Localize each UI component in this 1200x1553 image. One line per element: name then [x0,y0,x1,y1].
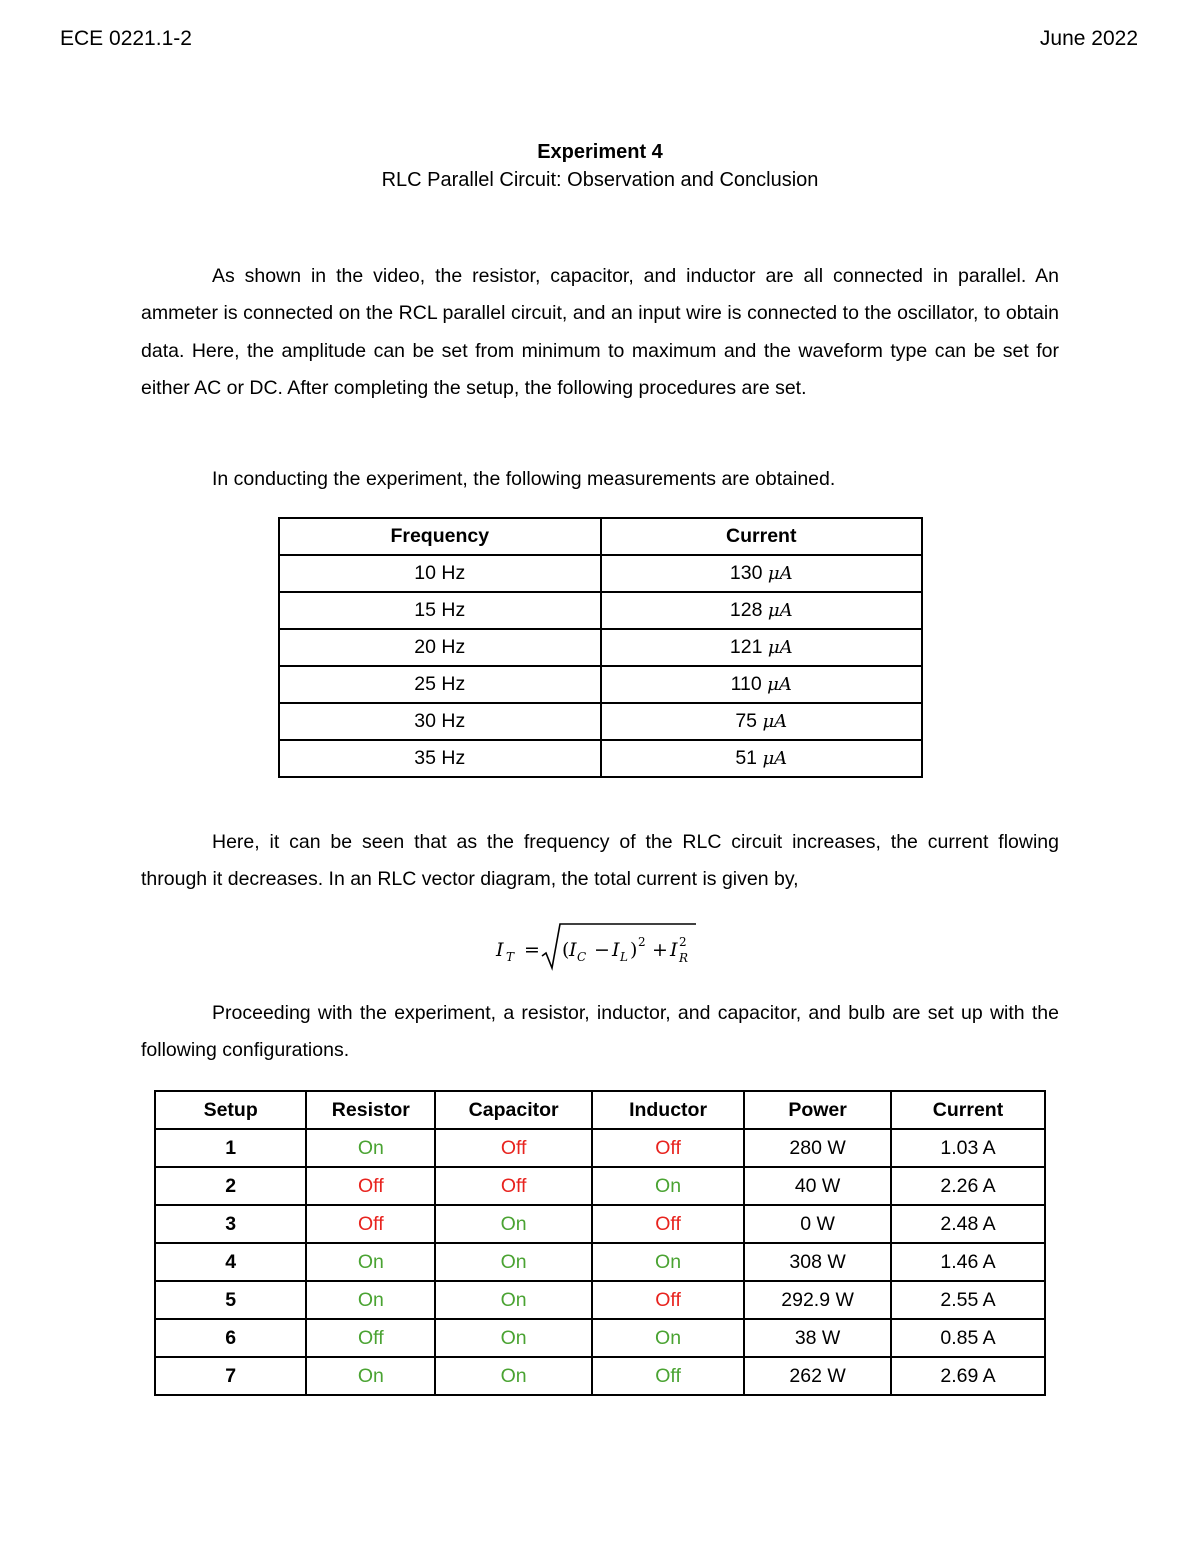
frequency-cell: 35 Hz [279,740,601,777]
capacitor-cell: On [435,1357,592,1395]
current-cell: 2.69 A [891,1357,1045,1395]
setup-cell: 5 [155,1281,306,1319]
power-cell: 308 W [744,1243,891,1281]
current-cell: 1.03 A [891,1129,1045,1167]
current-cell: 110 μA [601,666,923,703]
unit-label: μA [767,600,793,621]
table-row [155,1357,1045,1395]
column-header-setup: Setup [155,1091,306,1129]
setup-cell: 2 [155,1167,306,1205]
power-cell: 40 W [744,1167,891,1205]
table-row [279,740,922,777]
unit-label: μA [767,674,792,695]
page-title: Experiment 4 [537,141,663,163]
table-row [155,1243,1045,1281]
table-row [279,666,922,703]
column-header-frequency: Frequency [279,518,601,555]
formula-lhs-sub: T [506,950,515,964]
unit-label: μA [767,637,793,658]
svg-text:I: I [670,939,678,961]
capacitor-cell: On [435,1281,592,1319]
resistor-cell: On [306,1281,435,1319]
total-current-formula [494,918,704,974]
table-row [279,703,922,740]
resistor-cell: Off [306,1205,435,1243]
formula-sub-r: R [679,951,689,965]
table-row [279,555,922,592]
setup-configuration-table [154,1090,1046,1396]
formula-exp-1: 2 [638,935,646,949]
current-cell: 2.48 A [891,1205,1045,1243]
frequency-cell: 10 Hz [279,555,601,592]
column-header-power: Power [744,1091,891,1129]
capacitor-cell: On [435,1205,592,1243]
current-cell: 51 μA [601,740,923,777]
analysis-paragraph: Here, it can be seen that as the frequency of the RLC circuit increases, the current flowing through it decreases. In an RLC vector diagram, the total current is given by, [141,831,1059,891]
unit-label: μA [762,711,788,732]
column-header-inductor: Inductor [592,1091,744,1129]
power-cell: 0 W [744,1205,891,1243]
frequency-cell: 30 Hz [279,703,601,740]
inductor-cell: On [592,1167,744,1205]
capacitor-cell: On [435,1319,592,1357]
svg-text:−: − [594,939,610,961]
svg-text:): ) [630,939,638,961]
table-header-row [279,518,922,555]
inductor-cell: Off [592,1129,744,1167]
inductor-cell: Off [592,1205,744,1243]
table-row [155,1205,1045,1243]
header-course: ECE 0221.1-2 [60,27,192,50]
svg-text:I: I [612,939,620,961]
setup-cell: 7 [155,1357,306,1395]
svg-text:(: ( [562,939,570,961]
unit-label: μA [767,563,793,584]
configuration-paragraph: Proceeding with the experiment, a resistor, inductor, and capacitor, and bulb are set up with the following configurations. [141,1002,1059,1062]
capacitor-cell: Off [435,1129,592,1167]
column-header-capacitor: Capacitor [435,1091,592,1129]
inductor-cell: Off [592,1281,744,1319]
formula-sub-l: L [620,950,628,964]
frequency-cell: 20 Hz [279,629,601,666]
power-cell: 280 W [744,1129,891,1167]
power-cell: 38 W [744,1319,891,1357]
capacitor-cell: On [435,1243,592,1281]
formula-exp-2: 2 [679,935,687,949]
setup-cell: 6 [155,1319,306,1357]
table-row [155,1319,1045,1357]
header-date: June 2022 [1039,27,1138,50]
formula-lhs: I [496,939,504,961]
current-cell: 1.46 A [891,1243,1045,1281]
intro-paragraph: As shown in the video, the resistor, capacitor, and inductor are all connected in parallel. An ammeter is connected on the RCL parallel circuit, and an input wire is connected to the oscillator, to obtain data. Here, the amplitude can be set from minimum to maximum and the waveform type can be set for either AC or DC. After completing the setup, the following procedures are set. [141,265,1059,400]
current-cell: 2.26 A [891,1167,1045,1205]
unit-label: μA [762,748,788,769]
svg-text:+: + [652,939,668,961]
current-cell: 0.85 A [891,1319,1045,1357]
setup-cell: 1 [155,1129,306,1167]
current-cell: 121 μA [601,629,923,666]
frequency-cell: 15 Hz [279,592,601,629]
formula-sub-c: C [577,950,587,964]
table-row [279,592,922,629]
frequency-cell: 25 Hz [279,666,601,703]
setup-cell: 4 [155,1243,306,1281]
table-row [155,1281,1045,1319]
column-header-current: Current [601,518,923,555]
table-row [279,629,922,666]
resistor-cell: On [306,1129,435,1167]
table-row [155,1129,1045,1167]
column-header-current: Current [891,1091,1045,1129]
resistor-cell: On [306,1357,435,1395]
setup-cell: 3 [155,1205,306,1243]
power-cell: 262 W [744,1357,891,1395]
page-subtitle: RLC Parallel Circuit: Observation and Conclusion [381,169,819,191]
current-cell: 130 μA [601,555,923,592]
formula-equals: = [524,939,540,961]
current-cell: 75 μA [601,703,923,740]
column-header-resistor: Resistor [306,1091,435,1129]
table-header-row [155,1091,1045,1129]
resistor-cell: Off [306,1319,435,1357]
measurements-intro: In conducting the experiment, the following measurements are obtained. [212,468,836,490]
svg-text:I: I [569,939,577,961]
capacitor-cell: Off [435,1167,592,1205]
current-cell: 2.55 A [891,1281,1045,1319]
inductor-cell: Off [592,1357,744,1395]
inductor-cell: On [592,1319,744,1357]
frequency-current-table [278,517,923,778]
power-cell: 292.9 W [744,1281,891,1319]
resistor-cell: On [306,1243,435,1281]
inductor-cell: On [592,1243,744,1281]
table-row [155,1167,1045,1205]
resistor-cell: Off [306,1167,435,1205]
current-cell: 128 μA [601,592,923,629]
